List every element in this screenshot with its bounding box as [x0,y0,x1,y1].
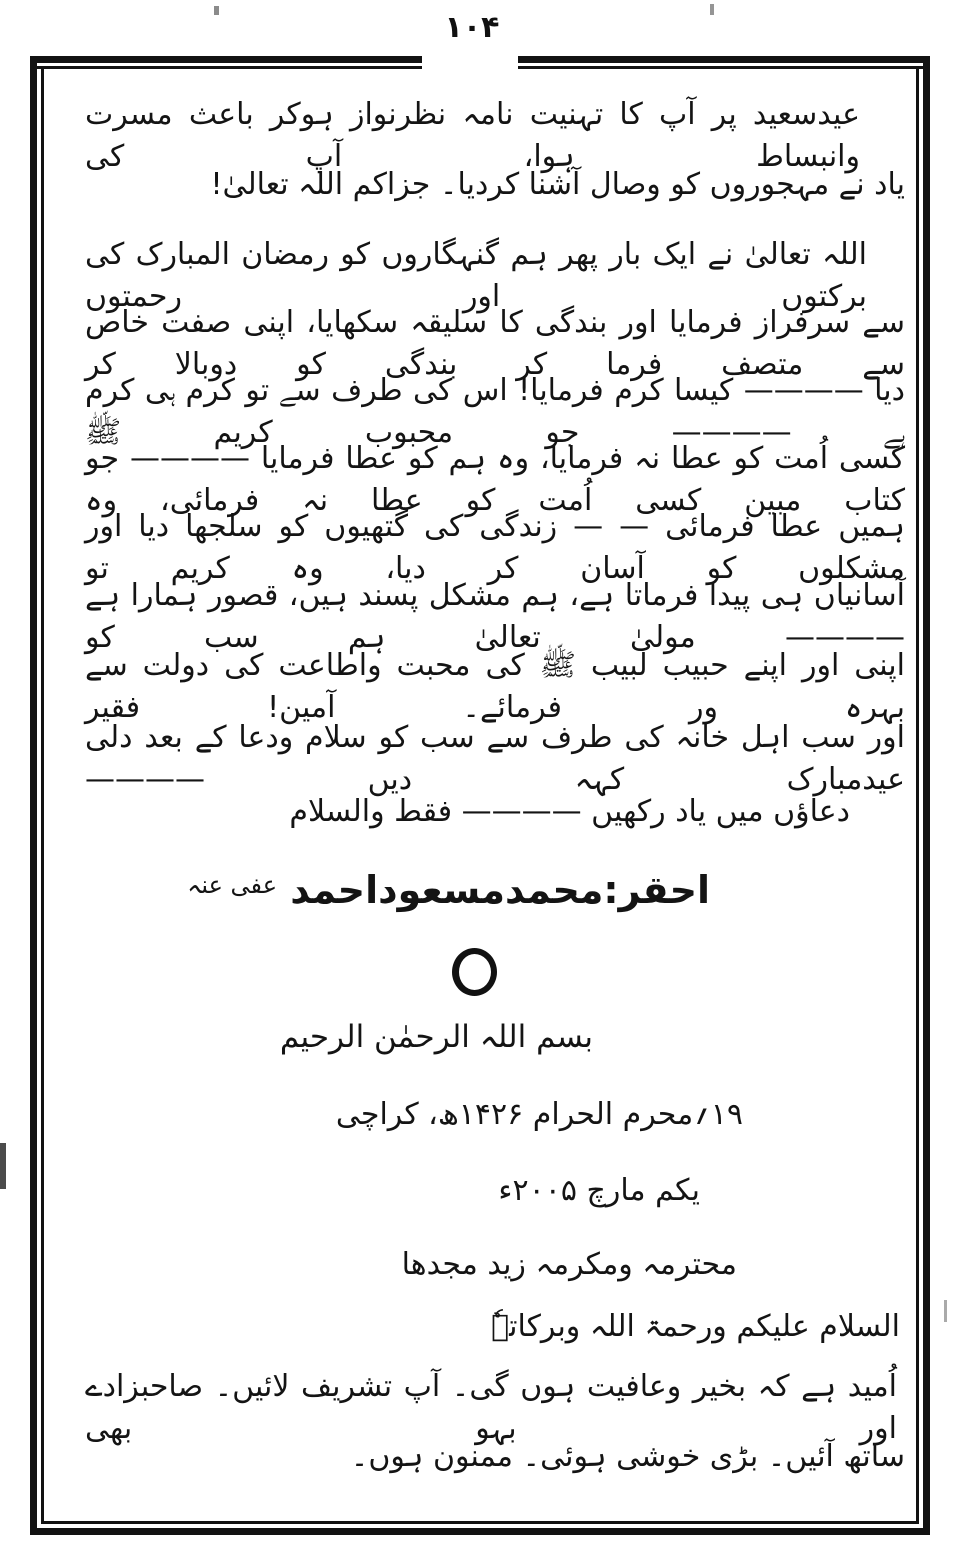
body-line: دعاؤں میں یاد رکھیں ———— فقط والسلام [289,794,850,829]
addressee-line: محترمہ ومکرمہ زید مجدھا [401,1247,737,1282]
body-line: دیا ———— کیسا کرم فرمایا! اس کی طرف سے تو کرم ہی کرم ہے ———— جو محبوب کریم ﷺ [85,373,905,450]
hijri-date-line: ۱۹؍محرم الحرام ۱۴۲۶ھ، کراچی [335,1097,743,1132]
scan-artifact [0,1143,6,1189]
body-line: اللہ تعالیٰ نے ایک بار پھر ہم گنہگاروں کو رمضان المبارک کی برکتوں اور رحمتوں [85,237,867,314]
body-line: کسی اُمت کو عطا نہ فرمایا، وہ ہم کو عطا فرمایا ———— جو کتاب مبین کسی اُمت کو عطا نہ فرمائی، وہ [85,441,905,518]
scan-artifact [214,6,219,15]
body-line: یاد نے مہجوروں کو وصال آشنا کردیا۔ جزاکم اللہ تعالیٰ! [210,167,905,202]
bismillah-line: بسم اللہ الرحمٰن الرحیم [279,1019,593,1055]
scan-artifact [710,4,714,15]
signature-honorific: عفی عنہ [187,871,278,899]
closing-line: ساتھ آئیں۔ بڑی خوشی ہوئی۔ ممنون ہوں۔ [350,1439,905,1474]
signature-line [85,864,905,917]
closing-line: اُمید ہے کہ بخیر وعافیت ہوں گی۔ آپ تشریف لائیں۔ صاحبزادے اور بہو بھی [85,1369,897,1446]
body-line: ہمیں عطا فرمائی — — زندگی کی گتھیوں کو سلجھا دیا اور مشکلوں کو آسان کر دیا، وہ کریم تو [85,509,905,586]
section-divider-circle-icon [452,948,497,996]
gregorian-date-line: یکم مارچ ۲۰۰۵ء [498,1173,700,1208]
scan-artifact [944,1300,947,1322]
salutation-line: السلام علیکم ورحمۃ اللہ وبرکاتہٗ [491,1309,900,1344]
body-line: عیدسعید پر آپ کا تہنیت نامہ نظرنواز ہوکر باعث مسرت وانبساط ہوا، آپ کی [85,97,860,174]
page-number: ۱۰۴ [444,10,500,45]
body-line: اور سب اہل خانہ کی طرف سے سب کو سلام ودعا کے بعد دلی عیدمبارک کہہ دیں ———— [85,720,905,797]
body-line: آسانیاں ہی پیدا فرماتا ہے، ہم مشکل پسند ہیں، قصور ہمارا ہے ———— مولیٰ تعالیٰ ہم سب کو [85,578,905,655]
body-line: اپنی اور اپنے حبیب لبیب ﷺ کی محبت واطاعت کی دولت سے بہرہ ور فرمائے۔ آمین! فقیر [85,648,905,725]
body-line: سے سرفراز فرمایا اور بندگی کا سلیقہ سکھایا، اپنی صفت خاص سے متصف فرما کر بندگی کو دوبالا کر [85,305,905,382]
signature-name: احقر:محمدمسعوداحمد [290,868,710,912]
